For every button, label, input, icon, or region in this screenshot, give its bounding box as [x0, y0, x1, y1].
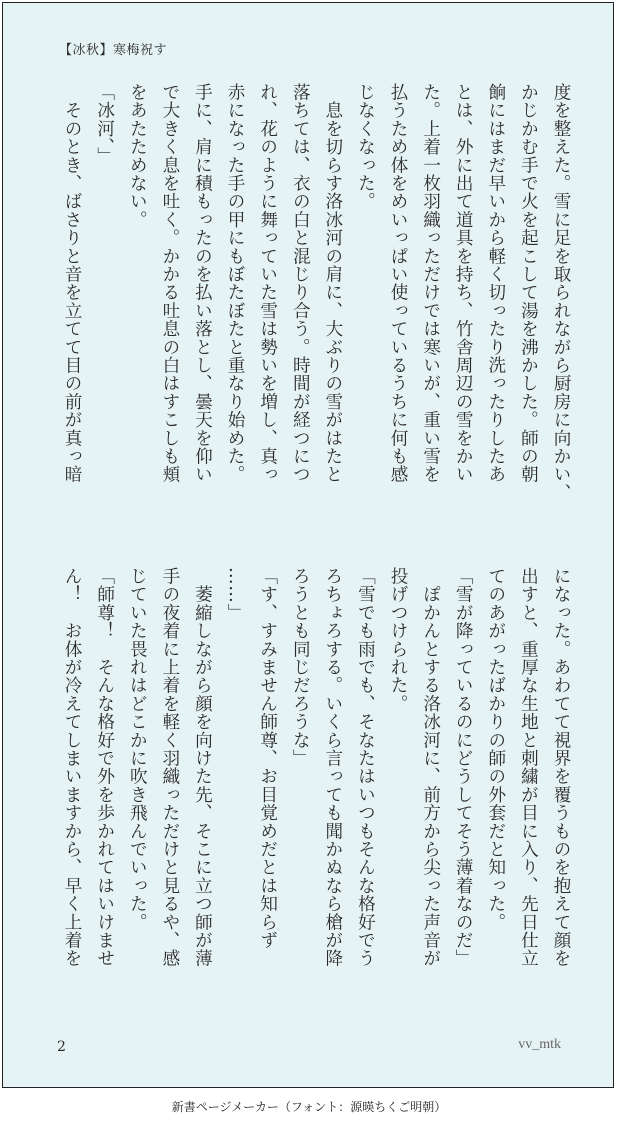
text-line: 出すと、重厚な生地と刺繍が目に入り、先日仕立 [518, 567, 539, 968]
footer-credit: 新書ページメーカー（フォント：源暎ちくご明朝） [171, 1100, 447, 1114]
text-line: で大きく息を吐く。かかる吐息の白はすこしも頬 [159, 83, 180, 484]
text-line: 度を整えた。雪に足を取られながら厨房に向かい、 [551, 83, 571, 502]
text-line: 落ちては、衣の白と混じり合う。時間が経つにつ [290, 83, 311, 484]
text-line: ろちょろする。いくら言っても聞かぬなら槍が降 [322, 567, 343, 968]
text-line: になった。あわてて視界を覆うものを抱えて顔を [551, 567, 571, 968]
vertical-text-block-top [43, 83, 577, 535]
text-line: た。上着一枚羽織っただけでは寒いが、重い雪を [420, 83, 441, 484]
text-line: ……」 [225, 567, 246, 622]
text-line: 赤になった手の甲にもぼたぼたと重なり始めた。 [225, 83, 246, 484]
text-line: 餉にはまだ早いから軽く切ったり洗ったりしたあ [485, 83, 506, 484]
text-line: てのあがったばかりの師の外套だと知った。 [485, 567, 506, 931]
text-line: 「雪でも雨でも、そなたはいつもそんな格好でう [355, 567, 376, 968]
text-line: 「す、すみません師尊、お目覚めだとは知らず [257, 567, 278, 950]
text-line: れ、花のように舞っていた雪は勢いを増し、真っ [257, 83, 278, 484]
text-line: ろうとも同じだろうな」 [290, 567, 311, 768]
text-line: 手の夜着に上着を軽く羽織っただけと見るや、感 [159, 567, 180, 968]
page-number: 2 [57, 1039, 66, 1055]
page-header-title: 【冰秋】寒梅祝す [59, 43, 168, 58]
text-line: とは、外に出て道具を持ち、竹舎周辺の雪をかい [453, 83, 474, 484]
text-line: じていた畏れはどこかに吹き飛んでいった。 [127, 567, 148, 931]
text-line: をあたためない。 [127, 83, 148, 229]
text-line: 手に、肩に積もったのを払い落とし、曇天を仰い [192, 83, 213, 484]
text-line: ん！ お体が冷えてしまいますから、早く上着を [62, 567, 83, 968]
text-line: かじかむ手で火を起こして湯を沸かした。師の朝 [518, 83, 539, 484]
text-line: 払うため体をめいっぱい使っているうちに何も感 [388, 83, 409, 484]
author-handle: vv_mtk [518, 1037, 561, 1052]
text-line: 「師尊！ そんな格好で外を歩かれてはいけませ [94, 567, 115, 968]
text-line: 萎縮しながら顔を向けた先、そこに立つ師が薄 [192, 567, 213, 968]
text-line: 「冰河、」 [94, 83, 115, 166]
text-line: ぽかんとする洛冰河に、前方から尖った声音が [420, 567, 441, 968]
vertical-text-block-bottom [43, 567, 577, 1019]
text-line: そのとき、ばさりと音を立てて目の前が真っ暗 [62, 83, 83, 484]
text-line: 息を切らす洛冰河の肩に、大ぶりの雪がはたと [322, 83, 343, 484]
text-line: じなくなった。 [355, 83, 376, 211]
book-page [2, 2, 614, 1088]
text-line: 「雪が降っているのにどうしてそう薄着なのだ」 [453, 567, 474, 968]
text-line: 投げつけられた。 [388, 567, 409, 713]
